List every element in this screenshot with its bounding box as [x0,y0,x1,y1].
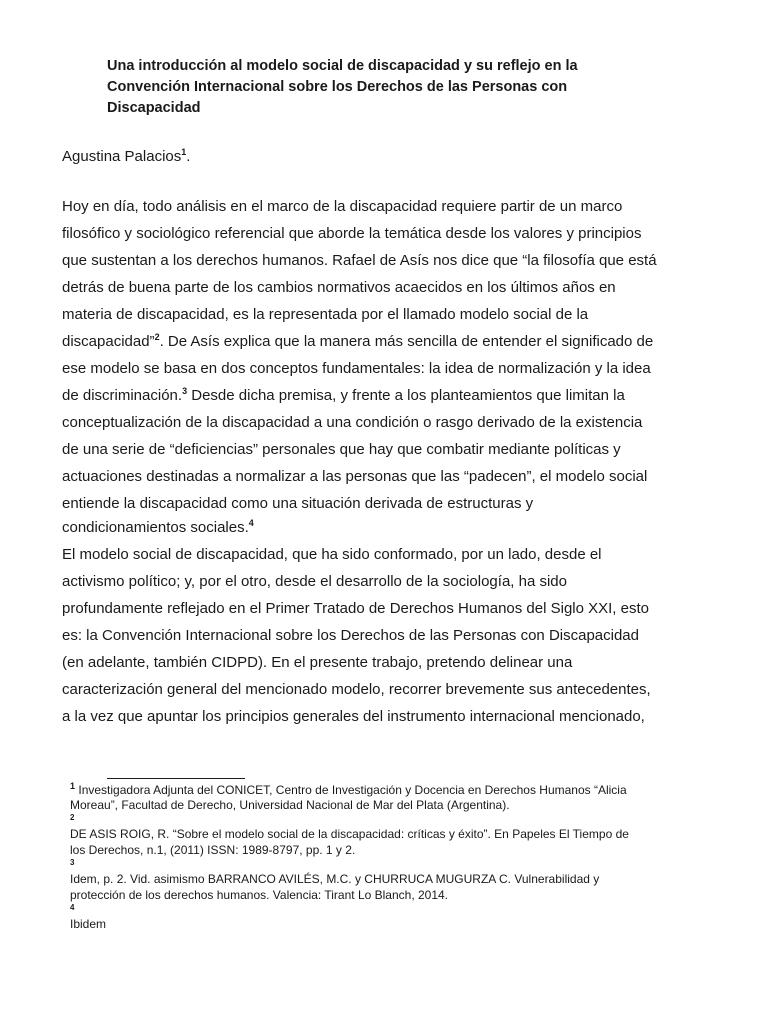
footnote-4: Ibidem [70,917,107,931]
body-text-line: profundamente reflejado en el Primer Tratado de Derechos Humanos del Siglo XXI, esto [62,600,649,617]
footnote-4-mark: 4 [70,903,75,912]
body-text-line: El modelo social de discapacidad, que ha sido conformado, por un lado, desde el [62,546,602,563]
footnote-ref: 1 [181,147,187,157]
footnote-1-cont: Moreau”, Facultad de Derecho, Universidad Nacional de Mar del Plata (Argentina). [70,798,510,812]
body-text-line: conceptualización de la discapacidad a una condición o rasgo derivado de la existencia [62,414,643,431]
body-text-line: activismo político; y, por el otro, desde el desarrollo de la sociología, ha sido [62,573,567,590]
author-trailing: . [186,148,191,165]
body-text-line: detrás de buena parte de los cambios normativos acaecidos en los últimos años en [62,279,616,296]
footnote-3: Idem, p. 2. Vid. asimismo BARRANCO AVILÉS, M.C. y CHURRUCA MUGURZA C. Vulnerabilidad y [70,872,600,886]
title-line: Convención Internacional sobre los Derechos de las Personas con [107,79,568,95]
footnote-2: DE ASIS ROIG, R. “Sobre el modelo social de la discapacidad: críticas y éxito”. En Papeles El Tiempo de [70,827,629,841]
body-text-line: ese modelo se basa en dos conceptos fundamentales: la idea de normalización y la idea [62,360,651,377]
footnote-2-mark: 2 [70,813,75,822]
body-text-line: (en adelante, también CIDPD). En el presente trabajo, pretendo delinear una [62,654,573,671]
footnote-3-mark: 3 [70,858,75,867]
body-text-line: actuaciones destinadas a normalizar a las personas que las “padecen”, el modelo social [62,468,648,485]
body-text-line: filosófico y sociológico referencial que aborde la temática desde los valores y principios [62,225,642,242]
footnote-3-cont: protección de los derechos humanos. Valencia: Tirant Lo Blanch, 2014. [70,888,449,902]
body-text-line: caracterización general del mencionado modelo, recorrer brevemente sus antecedentes, [62,681,651,698]
body-text-line: es: la Convención Internacional sobre los Derechos de las Personas con Discapacidad [62,627,639,644]
body-text-line: entiende la discapacidad como una situación derivada de estructuras y [62,495,534,512]
author-line [62,147,190,167]
title-line: Discapacidad [107,100,201,116]
body-text-line: Hoy en día, todo análisis en el marco de la discapacidad requiere partir de un marco [62,198,623,215]
body-text-line: condicionamientos sociales.$^4$ [62,518,254,536]
body-text-line: de una serie de “deficiencias” personales que hay que combatir mediante políticas y [62,441,621,458]
footnote-ref: 3 [182,386,188,396]
footnote-ref: 2 [154,332,160,342]
body-text-line: que sustentan a los derechos humanos. Rafael de Asís nos dice que “la filosofía que está [62,252,657,269]
body-text-line: materia de discapacidad, es la representada por el llamado modelo social de la [62,306,589,323]
footnote-mark: 1 [70,781,76,791]
title-line: Una introducción al modelo social de discapacidad y su reflejo en la [107,58,578,74]
footnote-1: $^1$ Investigadora Adjunta del CONICET, Centro de Investigación y Docencia en Derechos Humanos “Alicia [70,781,627,797]
footnote-2-cont: los Derechos, n.1, (2011) ISSN: 1989-8797, pp. 1 y 2. [70,843,356,857]
author-name: Agustina Palacios [62,148,182,165]
body-text-line: de discriminación.$^3$ Desde dicha premisa, y frente a los planteamientos que limitan la [62,386,625,404]
document-title [107,56,627,119]
body-text-line: a la vez que apuntar los principios generales del instrumento internacional mencionado, [62,708,645,725]
footnote-ref: 4 [248,518,254,528]
body-text-line: discapacidad”$^2$. De Asís explica que la manera más sencilla de entender el significado de [62,332,654,350]
footnote-separator [107,778,245,779]
